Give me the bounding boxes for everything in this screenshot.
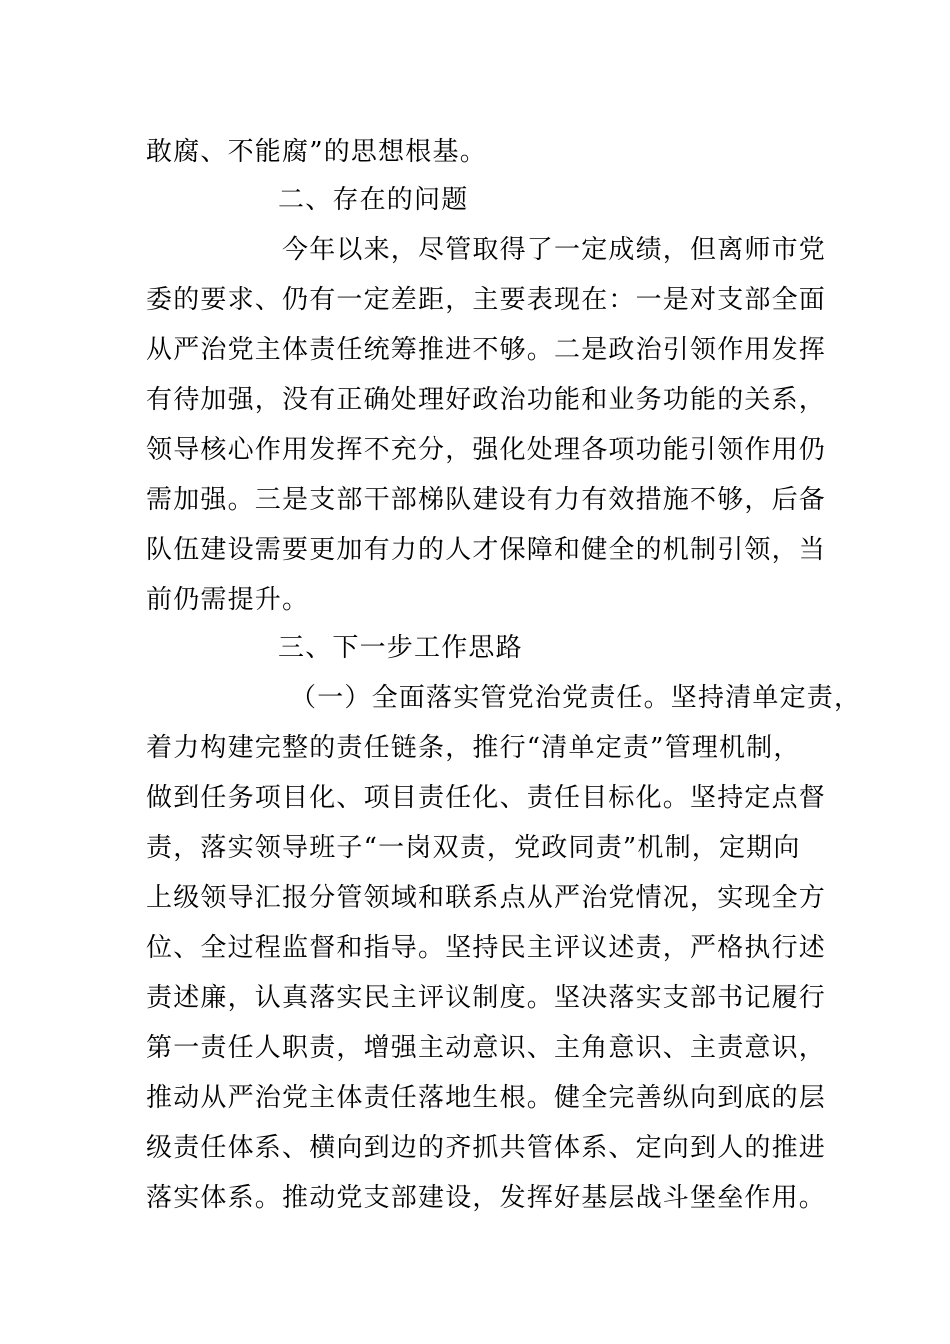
paragraph-line: 敢腐、不能腐”的思想根基。 [146, 137, 487, 167]
paragraph-line: 领导核心作用发挥不充分，强化处理各项功能引领作用仍 [146, 435, 827, 465]
paragraph-line: 第一责任人职责，增强主动意识、主角意识、主责意识， [146, 1033, 827, 1063]
section-heading-next-steps: 三、下一步工作思路 [278, 633, 523, 663]
paragraph-line: 队伍建设需要更加有力的人才保障和健全的机制引领，当 [146, 535, 827, 565]
paragraph-line: 落实体系。推动党支部建设，发挥好基层战斗堡垒作用。 [146, 1183, 827, 1213]
paragraph-line: 上级领导汇报分管领域和联系点从严治党情况，实现全方 [146, 883, 827, 913]
paragraph-line: 从严治党主体责任统筹推进不够。二是政治引领作用发挥 [146, 335, 827, 365]
paragraph-line: 做到任务项目化、项目责任化、责任目标化。坚持定点督 [146, 783, 827, 813]
paragraph-line: 前仍需提升。 [146, 585, 310, 615]
paragraph-line: 委的要求、仍有一定差距，主要表现在：一是对支部全面 [146, 285, 827, 315]
paragraph-line: 有待加强，没有正确处理好政治功能和业务功能的关系， [146, 385, 827, 415]
paragraph-line: 责，落实领导班子“一岗双责，党政同责”机制，定期向 [146, 833, 801, 863]
paragraph-line: 今年以来，尽管取得了一定成绩，但离师市党 [282, 235, 827, 265]
paragraph-line: 需加强。三是支部干部梯队建设有力有效措施不够，后备 [146, 485, 827, 515]
paragraph-line: 级责任体系、横向到边的齐抓共管体系、定向到人的推进 [146, 1133, 827, 1163]
paragraph-line: （一）全面落实管党治党责任。坚持清单定责， [290, 683, 862, 713]
paragraph-line: 推动从严治党主体责任落地生根。健全完善纵向到底的层 [146, 1083, 827, 1113]
paragraph-line: 位、全过程监督和指导。坚持民主评议述责，严格执行述 [146, 933, 827, 963]
paragraph-line: 着力构建完整的责任链条，推行“清单定责”管理机制， [146, 733, 801, 763]
section-heading-problems: 二、存在的问题 [278, 185, 469, 215]
paragraph-line: 责述廉，认真落实民主评议制度。坚决落实支部书记履行 [146, 983, 827, 1013]
